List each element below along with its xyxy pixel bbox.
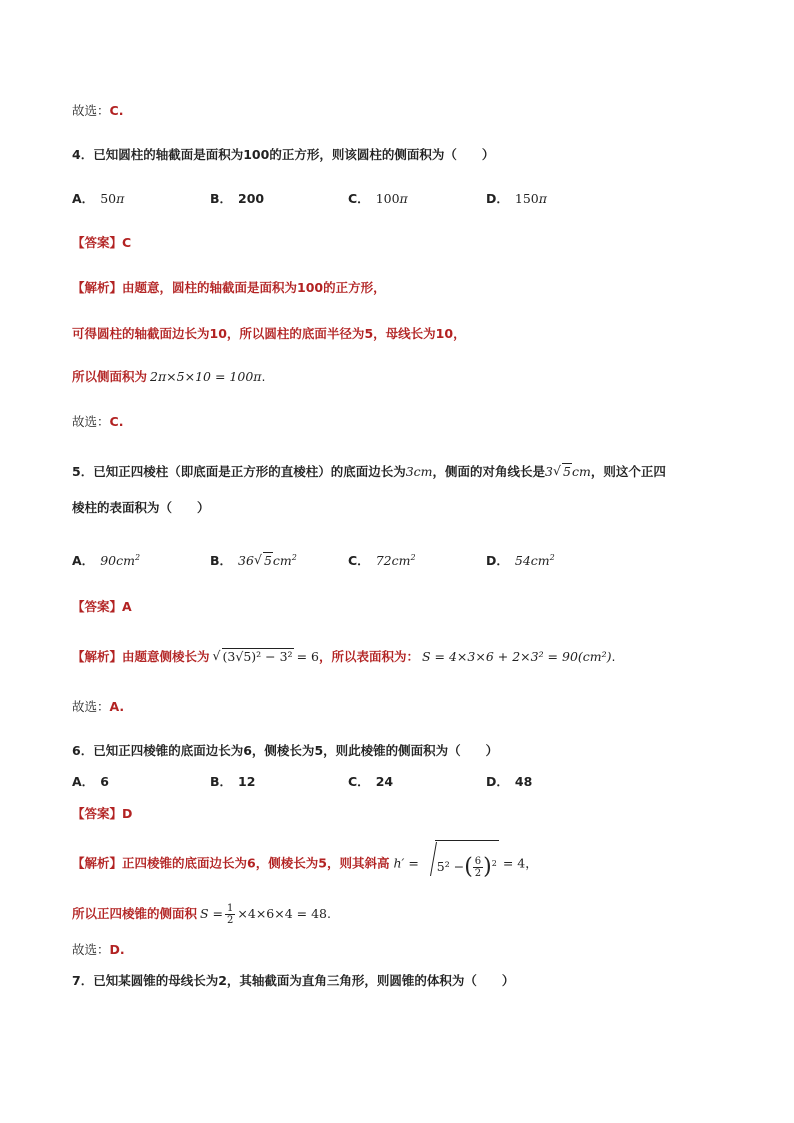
result-label: 故选： bbox=[72, 103, 110, 118]
formula: 3cm bbox=[405, 464, 433, 479]
formula: S = bbox=[200, 906, 224, 921]
q4-result bbox=[72, 413, 123, 431]
radicand: (3√5)² − 3² bbox=[222, 649, 293, 664]
analysis-text: ，所以表面积为： bbox=[318, 649, 419, 664]
option-b bbox=[210, 773, 255, 791]
fraction bbox=[473, 856, 483, 879]
answer-label: 【答案】 bbox=[72, 599, 123, 614]
option-letter: A． bbox=[72, 774, 95, 789]
option-a bbox=[72, 549, 140, 570]
stem-number: 100 bbox=[243, 147, 270, 162]
question-number: 7． bbox=[72, 973, 94, 988]
option-letter: B． bbox=[210, 774, 233, 789]
answer-label: 【答案】 bbox=[72, 806, 123, 821]
option-a bbox=[72, 773, 109, 791]
q4-stem bbox=[72, 146, 494, 164]
option-letter: B． bbox=[210, 191, 233, 206]
stem-text: ，则此棱锥的侧面积为（ ） bbox=[323, 743, 499, 758]
analysis-text: ，则其斜高 bbox=[326, 855, 390, 871]
option-value: 50 bbox=[100, 191, 117, 206]
analysis-label: 【解析】 bbox=[72, 855, 123, 871]
sqrt-symbol bbox=[423, 840, 499, 888]
denominator: 2 bbox=[227, 915, 234, 926]
option-b bbox=[210, 549, 297, 570]
radicand-term: 5² − bbox=[436, 859, 465, 874]
sqrt-symbol bbox=[553, 463, 572, 481]
formula: = 6 bbox=[296, 649, 319, 664]
stem-text: ，侧面的对角线长是 bbox=[432, 464, 546, 479]
option-value: 54cm bbox=[514, 553, 550, 568]
q7-stem bbox=[72, 972, 514, 990]
q5-stem-line-1 bbox=[72, 463, 666, 481]
q3-result bbox=[72, 102, 123, 120]
stem-text: ，则这个正四 bbox=[590, 464, 666, 479]
q6-analysis-line-2 bbox=[72, 900, 331, 928]
option-letter: D． bbox=[486, 553, 509, 568]
option-letter: D． bbox=[486, 774, 509, 789]
exponent: 2 bbox=[410, 553, 416, 562]
result-value: C. bbox=[109, 414, 124, 429]
exponent: 2 bbox=[291, 553, 297, 562]
analysis-number: 5 bbox=[364, 326, 374, 341]
stem-text: 已知某圆锥的母线长为 bbox=[93, 973, 219, 988]
q6-stem bbox=[72, 742, 498, 760]
option-letter: A． bbox=[72, 191, 95, 206]
option-c bbox=[348, 190, 408, 208]
stem-text: ，其轴截面为直角三角形，则圆锥的体积为（ ） bbox=[226, 973, 515, 988]
pi-symbol: π bbox=[116, 191, 125, 206]
analysis-label: 【解析】 bbox=[72, 649, 123, 664]
option-d bbox=[486, 773, 532, 791]
analysis-number: 100 bbox=[297, 280, 324, 295]
result-value: A. bbox=[109, 699, 125, 714]
q5-answer bbox=[72, 598, 132, 616]
analysis-text: 的正方形， bbox=[323, 280, 386, 295]
result-value: C. bbox=[109, 103, 124, 118]
result-label: 故选： bbox=[72, 942, 110, 957]
q6-answer bbox=[72, 805, 132, 823]
exponent: 2 bbox=[134, 553, 141, 562]
paren-close: ) bbox=[483, 854, 492, 880]
option-d bbox=[486, 549, 555, 570]
analysis-number: 10 bbox=[435, 326, 454, 341]
q5-result bbox=[72, 698, 124, 716]
q4-answer bbox=[72, 234, 131, 252]
sqrt-symbol bbox=[213, 648, 294, 666]
formula: = 4 bbox=[502, 855, 526, 871]
radicand: 5 bbox=[263, 553, 272, 568]
option-value: 150 bbox=[514, 191, 539, 206]
radicand bbox=[435, 840, 499, 888]
analysis-text: 所以正四棱锥的侧面积 bbox=[72, 906, 198, 921]
q6-result bbox=[72, 941, 125, 959]
paren-open: ( bbox=[464, 854, 473, 880]
denominator: 2 bbox=[474, 868, 482, 879]
question-number: 4． bbox=[72, 147, 94, 162]
analysis-number: 6 bbox=[247, 855, 256, 871]
formula bbox=[545, 464, 591, 479]
unit: cm bbox=[571, 464, 591, 479]
analysis-text: ，母线长为 bbox=[373, 326, 436, 341]
sqrt-symbol bbox=[254, 552, 273, 570]
q4-analysis-line-1 bbox=[72, 279, 386, 297]
radicand: 5 bbox=[563, 464, 571, 479]
coefficient: 3 bbox=[545, 464, 553, 479]
option-value: 6 bbox=[100, 774, 109, 789]
analysis-text: 可得圆柱的轴截面边长为 bbox=[72, 326, 210, 341]
analysis-text: 由题意，圆柱的轴截面是面积为 bbox=[122, 280, 298, 295]
analysis-text: 由题意侧棱长为 bbox=[122, 649, 210, 664]
period: . bbox=[327, 906, 331, 921]
result-value: D. bbox=[109, 942, 125, 957]
period: . bbox=[611, 649, 616, 664]
option-letter: D． bbox=[486, 191, 509, 206]
stem-text: ，侧棱长为 bbox=[251, 743, 315, 758]
stem-text: 已知正四棱柱（即底面是正方形的直棱柱）的底面边长为 bbox=[93, 464, 406, 479]
stem-text: 的正方形，则该圆柱的侧面积为（ ） bbox=[269, 147, 495, 162]
option-value: 200 bbox=[238, 191, 265, 206]
exponent: 2 bbox=[491, 859, 497, 868]
analysis-number: 5 bbox=[318, 855, 327, 871]
pi-symbol: π bbox=[538, 191, 547, 206]
option-letter: C． bbox=[348, 553, 370, 568]
analysis-text: 正四棱锥的底面边长为 bbox=[122, 855, 248, 871]
analysis-text: 所以侧面积为 bbox=[72, 369, 148, 384]
stem-number: 6 bbox=[243, 743, 252, 758]
option-c bbox=[348, 773, 393, 791]
option-value: 12 bbox=[238, 774, 256, 789]
option-letter: C． bbox=[348, 191, 370, 206]
stem-number: 5 bbox=[314, 743, 324, 758]
q5-stem-line-2 bbox=[72, 499, 210, 517]
option-value: 100 bbox=[375, 191, 400, 206]
result-label: 故选： bbox=[72, 699, 110, 714]
option-d bbox=[486, 190, 547, 208]
option-value: 72cm bbox=[375, 553, 411, 568]
option-letter: B． bbox=[210, 553, 233, 568]
stem-text: 已知正四棱锥的底面边长为 bbox=[93, 743, 244, 758]
period: . bbox=[261, 369, 266, 384]
numerator: 1 bbox=[227, 903, 234, 914]
analysis-text: ，侧棱长为 bbox=[255, 855, 319, 871]
formula: S = 4×3×6 + 2×3² = 90(cm²) bbox=[421, 649, 612, 664]
unit: cm bbox=[272, 553, 292, 568]
option-b bbox=[210, 190, 264, 208]
answer-value: A bbox=[122, 599, 132, 614]
question-number: 6． bbox=[72, 743, 94, 758]
stem-number: 2 bbox=[218, 973, 227, 988]
formula: ×4×6×4 = 48 bbox=[237, 906, 328, 921]
pi-symbol: π bbox=[399, 191, 408, 206]
q4-analysis-line-3 bbox=[72, 368, 265, 386]
comma: ， bbox=[525, 855, 538, 871]
option-value: 90cm bbox=[100, 553, 135, 568]
answer-value: D bbox=[122, 806, 133, 821]
analysis-label: 【解析】 bbox=[72, 280, 123, 295]
q4-analysis-line-2 bbox=[72, 325, 466, 343]
coefficient: 36 bbox=[238, 553, 254, 568]
formula: 2π×5×10 = 100π bbox=[150, 369, 262, 384]
stem-text: 棱柱的表面积为（ ） bbox=[72, 500, 210, 515]
stem-text: 已知圆柱的轴截面是面积为 bbox=[93, 147, 244, 162]
analysis-number: 10 bbox=[209, 326, 227, 341]
option-letter: C． bbox=[348, 774, 370, 789]
answer-label: 【答案】 bbox=[72, 235, 123, 250]
option-value: 48 bbox=[514, 774, 533, 789]
analysis-text: ，所以圆柱的底面半径为 bbox=[226, 326, 365, 341]
numerator: 6 bbox=[474, 856, 482, 867]
formula: h′ = bbox=[393, 855, 419, 871]
fraction bbox=[225, 903, 235, 926]
option-a bbox=[72, 190, 124, 208]
exponent: 2 bbox=[549, 553, 555, 562]
option-c bbox=[348, 549, 416, 570]
result-label: 故选： bbox=[72, 414, 110, 429]
answer-value: C bbox=[122, 235, 132, 250]
q5-analysis-line-1 bbox=[72, 648, 616, 666]
question-number: 5． bbox=[72, 464, 94, 479]
q6-analysis-line-1 bbox=[72, 840, 538, 888]
analysis-text: ， bbox=[453, 326, 466, 341]
option-value: 24 bbox=[375, 774, 394, 789]
option-value bbox=[238, 553, 292, 568]
option-letter: A． bbox=[72, 553, 95, 568]
